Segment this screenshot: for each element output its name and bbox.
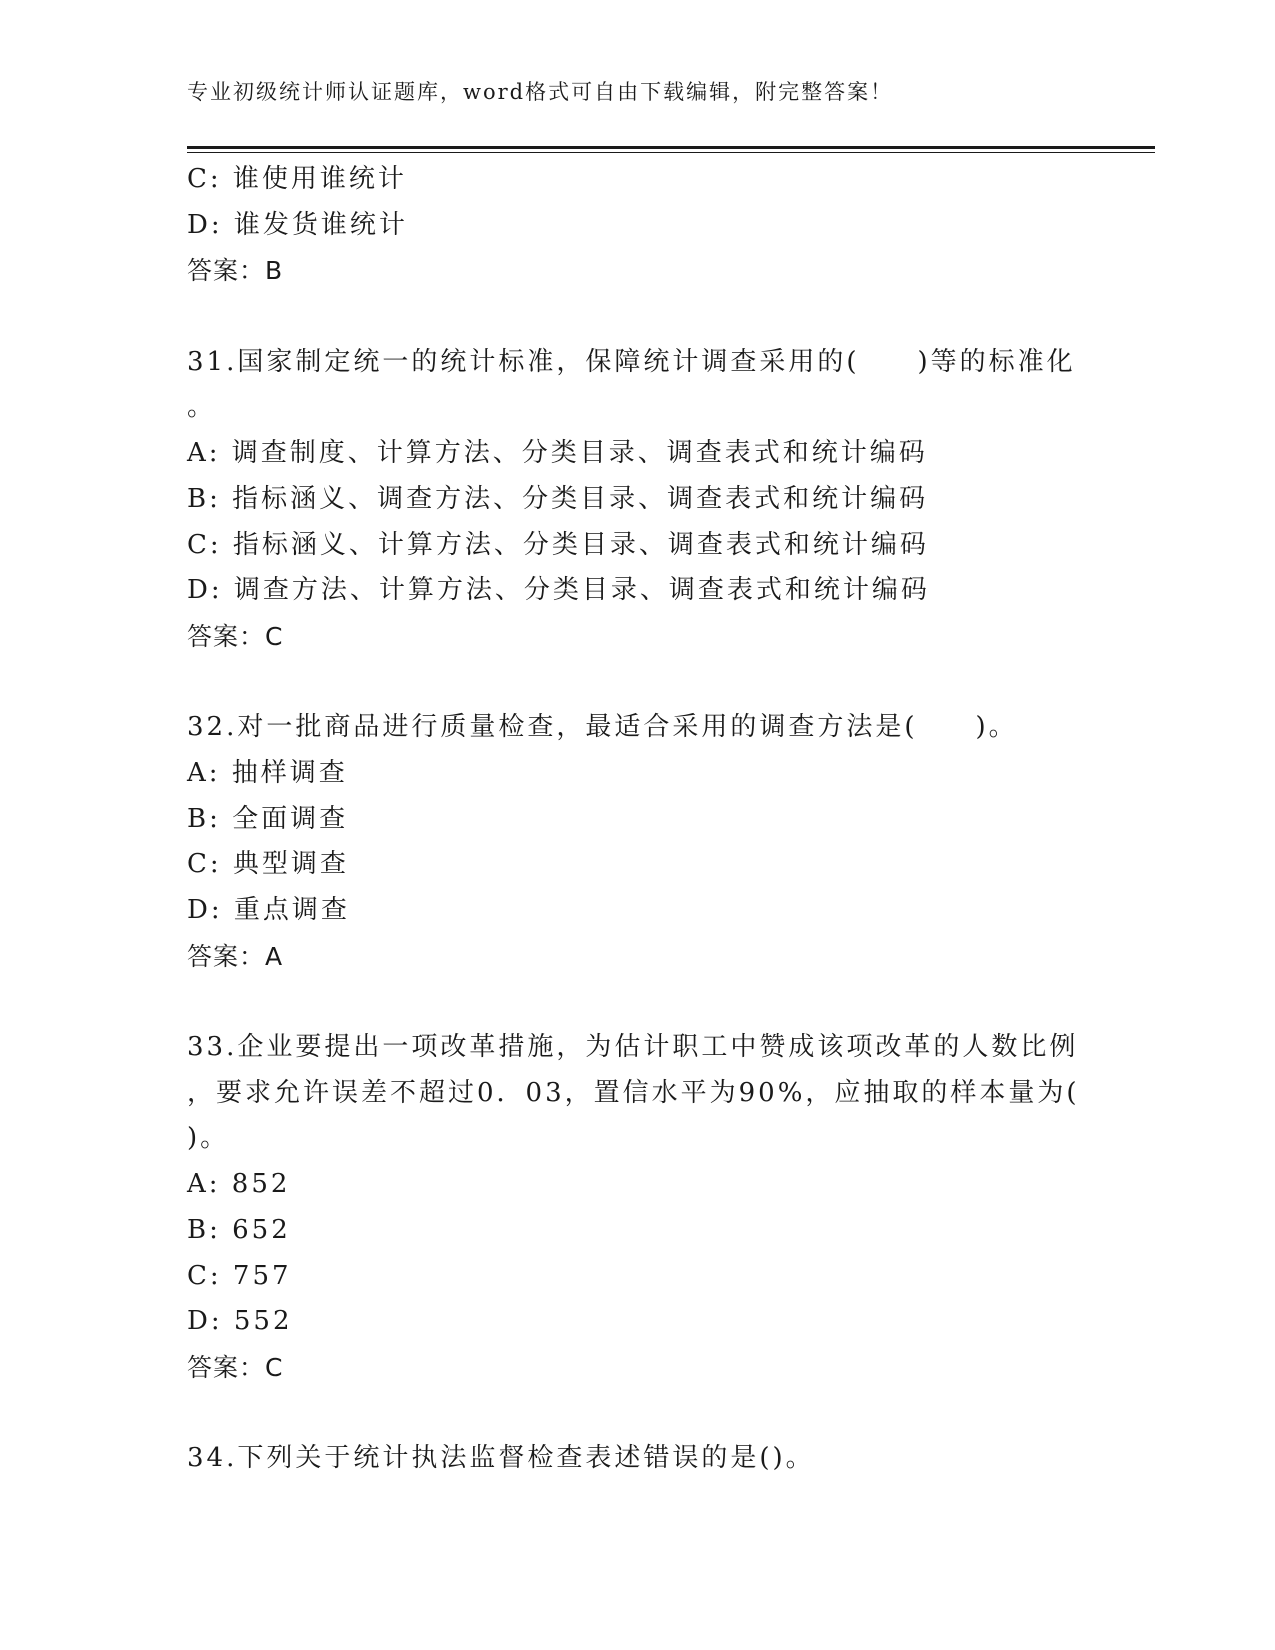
- page-header: 专业初级统计师认证题库，word格式可自由下载编辑，附完整答案！: [187, 80, 894, 104]
- answer: 答案：C: [187, 621, 284, 651]
- question-text-cont: 。: [187, 392, 217, 423]
- spacer: [187, 979, 1087, 1025]
- option-c: C: 指标涵义、计算方法、分类目录、调查表式和统计编码: [187, 529, 929, 560]
- option-a: A: 调查制度、计算方法、分类目录、调查表式和统计编码: [187, 438, 928, 469]
- option-b: B: 652: [187, 1214, 291, 1245]
- question-33: [187, 1025, 1087, 1391]
- option-b: B: 全面调查: [187, 803, 349, 834]
- question-34: [187, 1436, 1087, 1482]
- question-list: [187, 157, 1087, 1482]
- option-c: C: 典型调查: [187, 849, 349, 880]
- option-a: A: 852: [187, 1169, 291, 1200]
- answer: 答案：C: [187, 1352, 284, 1382]
- option-d: D: 552: [187, 1306, 293, 1337]
- question-text: 33.企业要提出一项改革措施，为估计职工中赞成该项改革的人数比例: [187, 1032, 1079, 1063]
- question-32: [187, 705, 1087, 979]
- question-text: 31.国家制定统一的统计标准，保障统计调查采用的( )等的标准化: [187, 346, 1076, 377]
- header-rule-thick: [187, 146, 1155, 149]
- option-d: D: 谁发货谁统计: [187, 209, 408, 240]
- previous-question-tail: [187, 157, 1087, 294]
- option-d: D: 调查方法、计算方法、分类目录、调查表式和统计编码: [187, 575, 930, 606]
- spacer: [187, 660, 1087, 706]
- header-rule-thin: [187, 152, 1155, 153]
- question-text-cont: )。: [187, 1123, 230, 1154]
- question-text: 34.下列关于统计执法监督检查表述错误的是()。: [187, 1443, 815, 1474]
- option-c: C: 谁使用谁统计: [187, 164, 407, 194]
- option-d: D: 重点调查: [187, 895, 350, 925]
- spacer: [187, 1391, 1087, 1437]
- option-c: C: 757: [187, 1260, 292, 1291]
- option-a: A: 抽样调查: [187, 757, 348, 788]
- spacer: [187, 294, 1087, 340]
- answer: 答案：A: [187, 941, 284, 971]
- question-text-cont: ，要求允许误差不超过0．03，置信水平为90%，应抽取的样本量为(: [187, 1077, 1080, 1108]
- question-text: 32.对一批商品进行质量检查，最适合采用的调查方法是( )。: [187, 712, 1018, 743]
- answer: 答案：B: [187, 256, 284, 286]
- question-31: [187, 340, 1087, 660]
- option-b: B: 指标涵义、调查方法、分类目录、调查表式和统计编码: [187, 483, 929, 514]
